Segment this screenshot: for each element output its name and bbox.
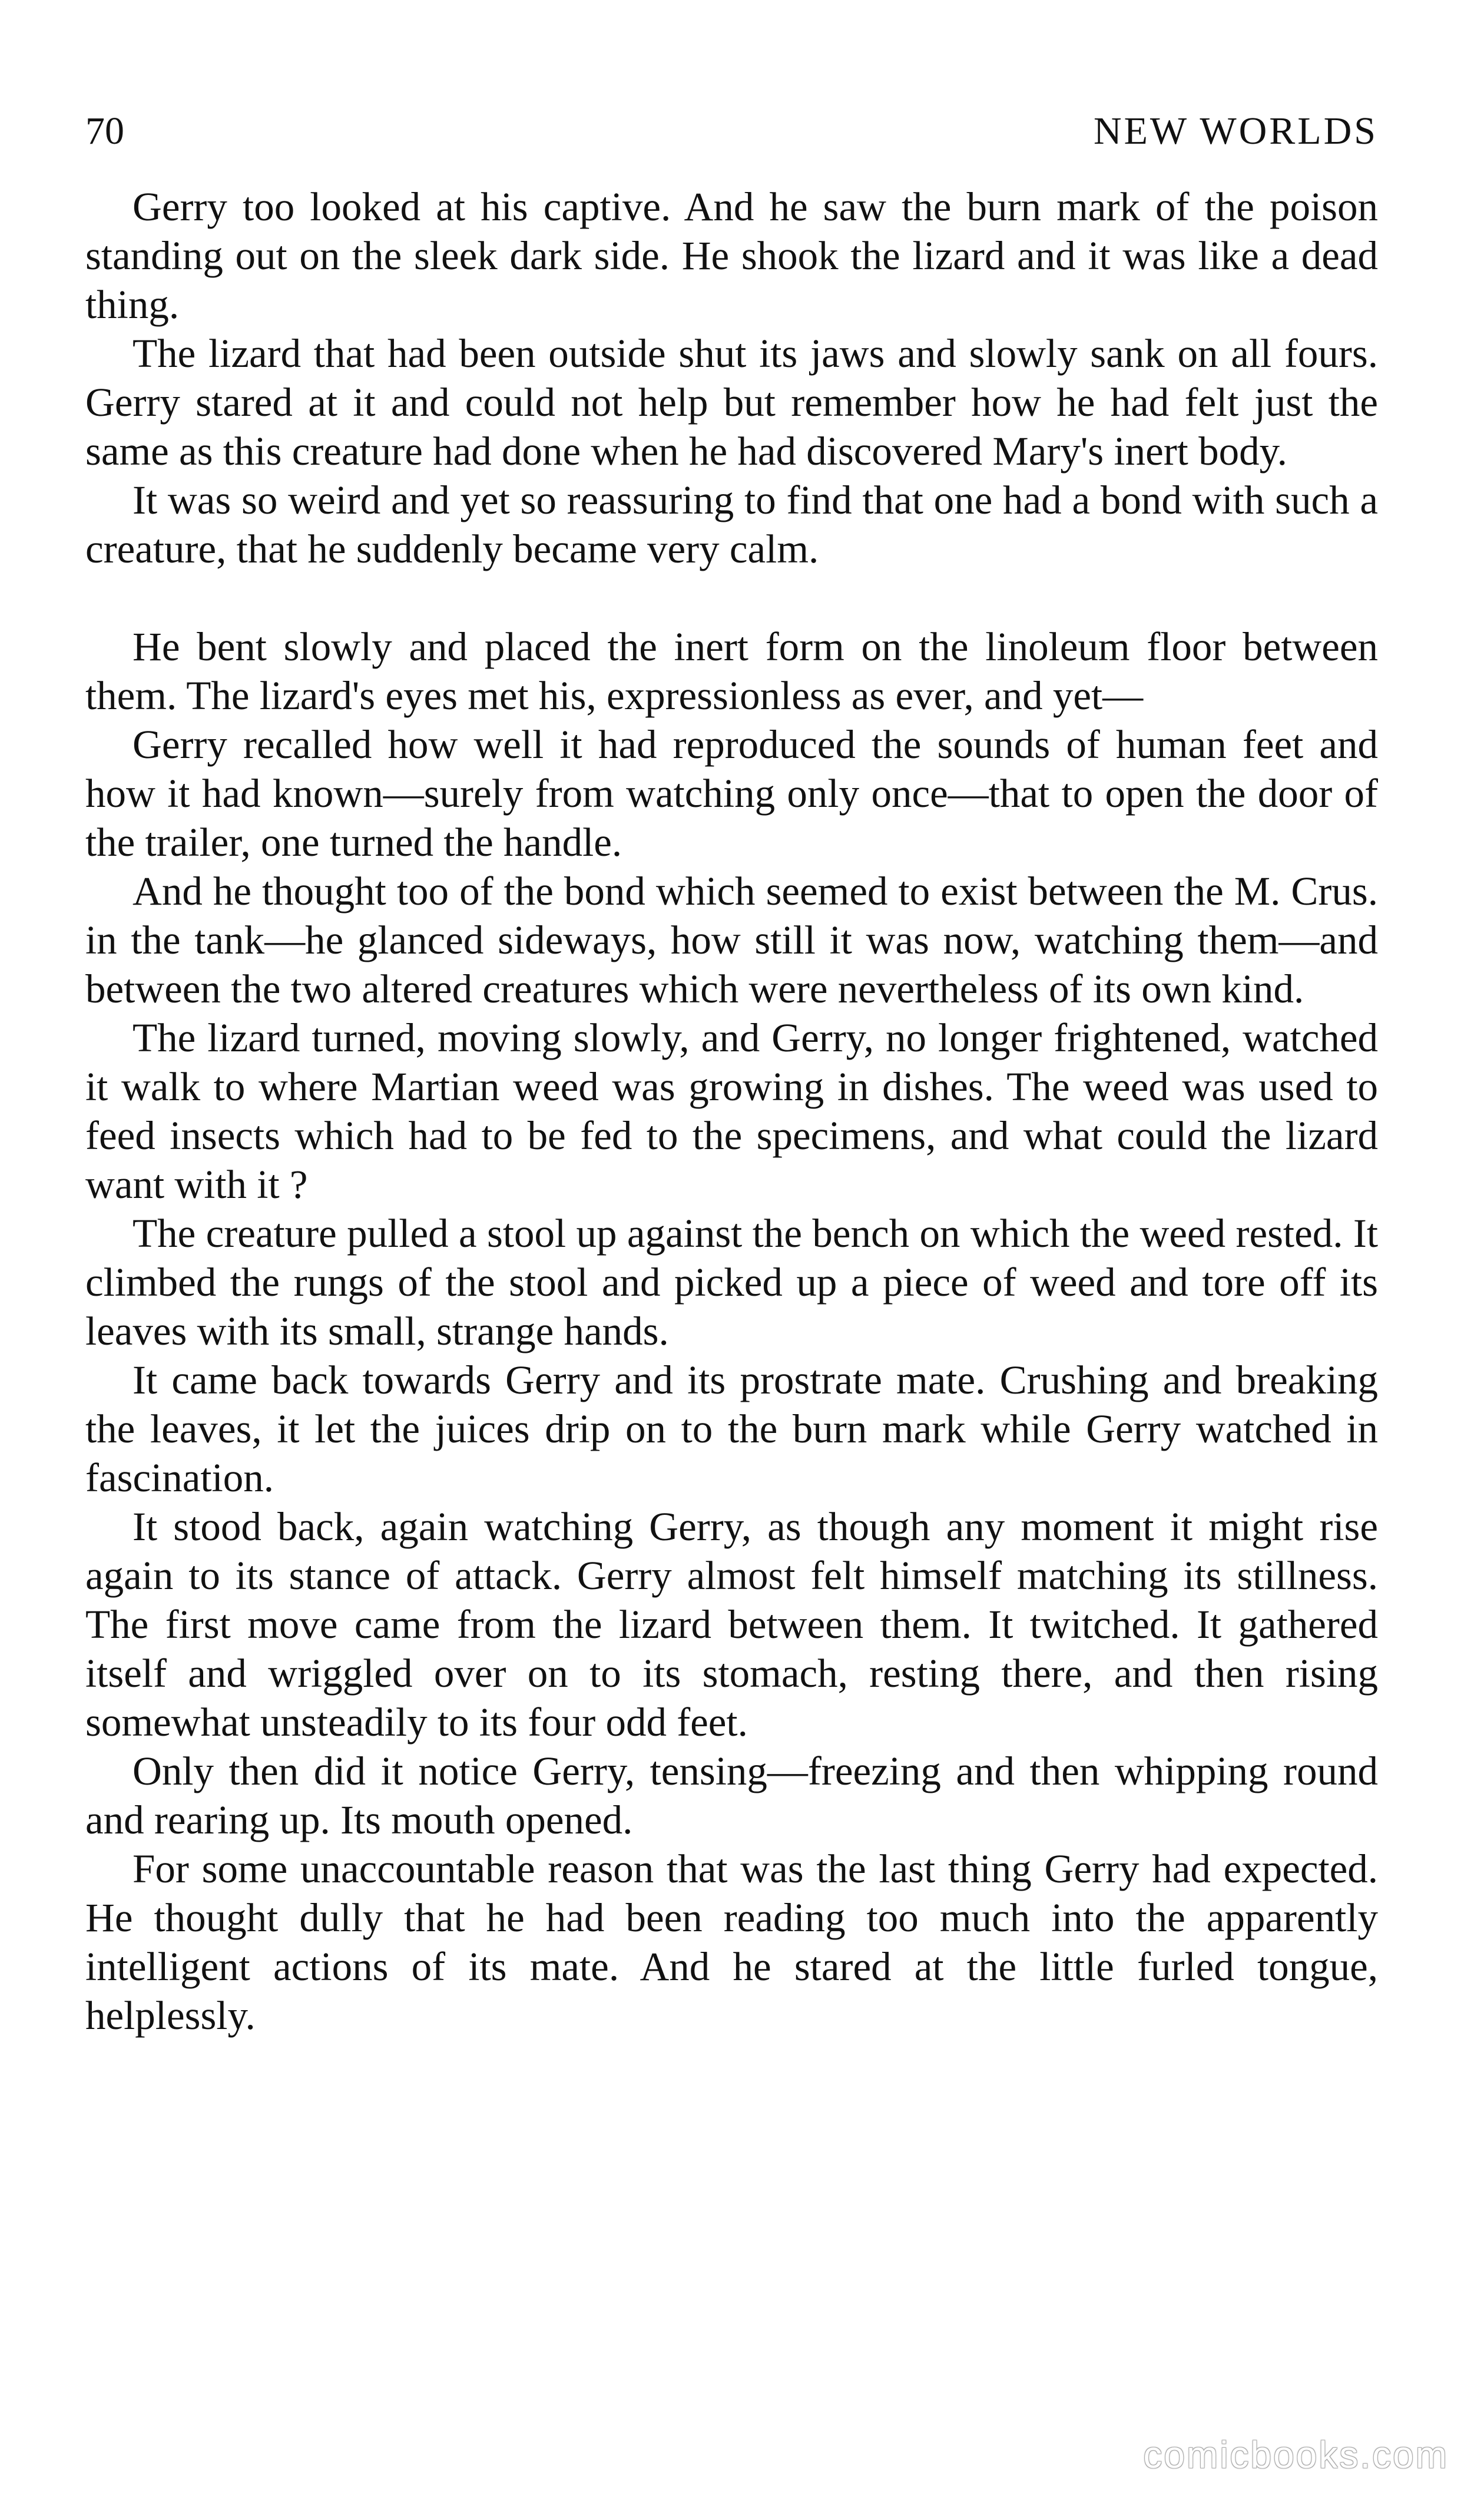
paragraph: Only then did it notice Gerry, tensing—freezing and then whipping round and rearing up. Its mouth opened. bbox=[85, 1749, 1378, 1842]
running-head bbox=[85, 94, 1378, 159]
paragraph: For some unaccountable reason that was the last thing Gerry had expected. He thought dully that he had been reading too much into the apparently intelligent actions of its mate. And he stared at the little furled tongue, helplessly. bbox=[85, 1846, 1378, 2038]
journal-title: NEW WORLDS bbox=[1093, 110, 1378, 153]
paragraph: And he thought too of the bond which seemed to exist between the M. Crus. in the tank—he glanced sideways, how still it was now, watching them—and between the two altered creatures which were nevertheless of its own kind. bbox=[85, 869, 1378, 1011]
watermark: comicbooks.com bbox=[1143, 2434, 1449, 2476]
paragraph: Gerry too looked at his captive. And he saw the burn mark of the poison standing out on the sleek dark side. He shook the lizard and it was like a dead thing. bbox=[85, 184, 1378, 327]
book-page bbox=[85, 94, 1378, 2040]
page-number: 70 bbox=[85, 110, 124, 153]
paragraph: Gerry recalled how well it had reproduced the sounds of human feet and how it had known—surely from watching only once—that to open the door of the trailer, one turned the handle. bbox=[85, 722, 1378, 865]
paragraph: The creature pulled a stool up against the bench on which the weed rested. It climbed the rungs of the stool and picked up a piece of weed and tore off its leaves with its small, strange hands. bbox=[85, 1211, 1378, 1353]
paragraph: It came back towards Gerry and its prostrate mate. Crushing and breaking the leaves, it let the juices drip on to the burn mark while Gerry watched in fascination. bbox=[85, 1358, 1378, 1500]
paragraph: It was so weird and yet so reassuring to find that one had a bond with such a creature, that he suddenly became very calm. bbox=[85, 478, 1378, 571]
body-text bbox=[85, 183, 1378, 2040]
paragraph: The lizard that had been outside shut its jaws and slowly sank on all fours. Gerry stared at it and could not help but remember how he had felt just the same as this creature had done when he had discovered Mary's inert body. bbox=[85, 331, 1378, 474]
paragraph: It stood back, again watching Gerry, as though any moment it might rise again to its stance of attack. Gerry almost felt himself matching its stillness. The first move came from the lizard between them. It twitched. It gathered itself and wriggled over on to its stomach, resting there, and then rising somewhat unsteadily to its four odd feet. bbox=[85, 1504, 1378, 1745]
paragraph: He bent slowly and placed the inert form on the linoleum floor between them. The lizard's eyes met his, expressionless as ever, and yet— bbox=[85, 624, 1378, 718]
paragraph: The lizard turned, moving slowly, and Gerry, no longer frightened, watched it walk to where Martian weed was growing in dishes. The weed was used to feed insects which had to be fed to the specimens, and what could the lizard want with it ? bbox=[85, 1015, 1378, 1207]
